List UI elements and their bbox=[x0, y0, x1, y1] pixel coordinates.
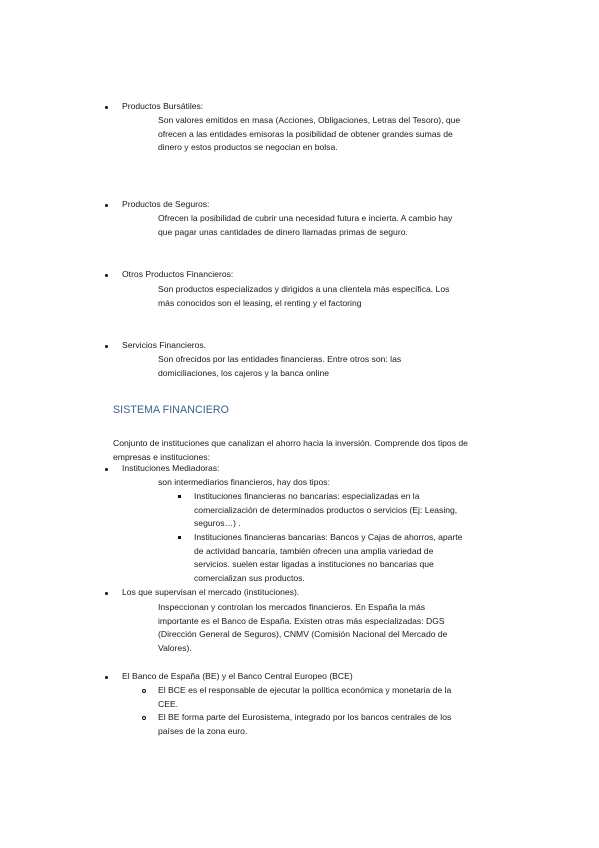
supervisan-body bbox=[158, 601, 558, 655]
banco-item-line: CEE. bbox=[158, 698, 179, 709]
mediadoras-item-line: Instituciones financieras bancarias: Bancos y Cajas de ahorros, aparte bbox=[194, 532, 463, 542]
bullet-icon bbox=[105, 676, 108, 679]
square-bullet-icon bbox=[178, 536, 181, 539]
otros-line: más conocidos son el leasing, el renting y el factoring bbox=[158, 297, 362, 308]
intro-paragraph bbox=[113, 437, 513, 464]
circle-bullet-icon bbox=[142, 716, 146, 720]
mediadoras-item-line: servicios. suelen estar ligadas a instituciones no bancarias que bbox=[194, 559, 434, 570]
otros-body bbox=[158, 283, 558, 310]
mediadoras-sub: son intermediarios financieros, hay dos tipos: bbox=[158, 477, 330, 487]
supervisan-line: importante es el Banco de España. Existen otras más especializadas: DGS bbox=[158, 615, 445, 626]
bursatiles-line: Son valores emitidos en masa (Acciones, Obligaciones, Letras del Tesoro), que bbox=[158, 115, 461, 125]
supervisan-title: Los que supervisan el mercado (instituciones). bbox=[122, 587, 300, 597]
bursatiles-line: ofrecen a las entidades emisoras la posibilidad de obtener grandes sumas de bbox=[158, 128, 453, 139]
banco-item-line: El BCE es el responsable de ejecutar la política económica y monetaria de la bbox=[158, 685, 452, 695]
supervisan-line: (Dirección General de Seguros), CNMV (Comisión Nacional del Mercado de bbox=[158, 629, 448, 640]
bursatiles-line: dinero y estos productos se negocian en bolsa. bbox=[158, 142, 338, 153]
servicios-line: Son ofrecidos por las entidades financieras. Entre otros son: las bbox=[158, 354, 402, 364]
mediadoras-title: Instituciones Mediadoras: bbox=[122, 463, 220, 473]
section-heading: SISTEMA FINANCIERO bbox=[113, 404, 229, 416]
bullet-icon bbox=[105, 345, 108, 348]
banco-title: El Banco de España (BE) y el Banco Central Europeo (BCE) bbox=[122, 671, 353, 681]
banco-item-line: países de la zona euro. bbox=[158, 725, 248, 736]
seguros-body bbox=[158, 212, 558, 239]
bullet-icon bbox=[105, 106, 108, 109]
mediadoras-item-line: Instituciones financieras no bancarias: especializadas en la bbox=[194, 491, 420, 501]
seguros-title: Productos de Seguros: bbox=[122, 199, 210, 209]
mediadoras-item-line: seguros…) . bbox=[194, 518, 241, 529]
square-bullet-icon bbox=[178, 495, 181, 498]
bullet-icon bbox=[105, 468, 108, 471]
mediadoras-item bbox=[194, 531, 534, 585]
servicios-line: domiciliaciones, los cajeros y la banca online bbox=[158, 367, 330, 378]
supervisan-line: Inspeccionan y controlan los mercados financieros. En España la más bbox=[158, 602, 426, 612]
otros-line: Son productos especializados y dirigidos a una clientela más específica. Los bbox=[158, 284, 450, 294]
bullet-icon bbox=[105, 592, 108, 595]
banco-item bbox=[158, 684, 538, 711]
mediadoras-item-line: comercializan sus productos. bbox=[194, 572, 305, 583]
bullet-icon bbox=[105, 274, 108, 277]
otros-title: Otros Productos Financieros: bbox=[122, 269, 234, 279]
supervisan-line: Valores). bbox=[158, 642, 192, 653]
banco-item bbox=[158, 711, 538, 738]
banco-item-line: El BE forma parte del Eurosistema, integrado por los bancos centrales de los bbox=[158, 712, 452, 722]
bursatiles-body bbox=[158, 114, 558, 155]
mediadoras-item-line: comercialización de determinados productos o servicios (Ej: Leasing, bbox=[194, 504, 458, 515]
bursatiles-title: Productos Bursátiles: bbox=[122, 101, 204, 111]
seguros-line: Ofrecen la posibilidad de cubrir una necesidad futura e incierta. A cambio hay bbox=[158, 213, 453, 223]
seguros-line: que pagar unas cantidades de dinero llamadas primas de seguro. bbox=[158, 226, 408, 237]
intro-line: Conjunto de instituciones que canalizan el ahorro hacia la inversión. Comprende dos tipos de bbox=[113, 438, 468, 448]
mediadoras-item bbox=[194, 490, 534, 531]
servicios-title: Servicios Financieros. bbox=[122, 340, 207, 350]
mediadoras-item-line: de actividad bancaria, también ofrecen una amplia variedad de bbox=[194, 545, 434, 556]
intro-line: empresas e instituciones: bbox=[113, 451, 210, 462]
bullet-icon bbox=[105, 204, 108, 207]
servicios-body bbox=[158, 353, 558, 380]
circle-bullet-icon bbox=[142, 689, 146, 693]
